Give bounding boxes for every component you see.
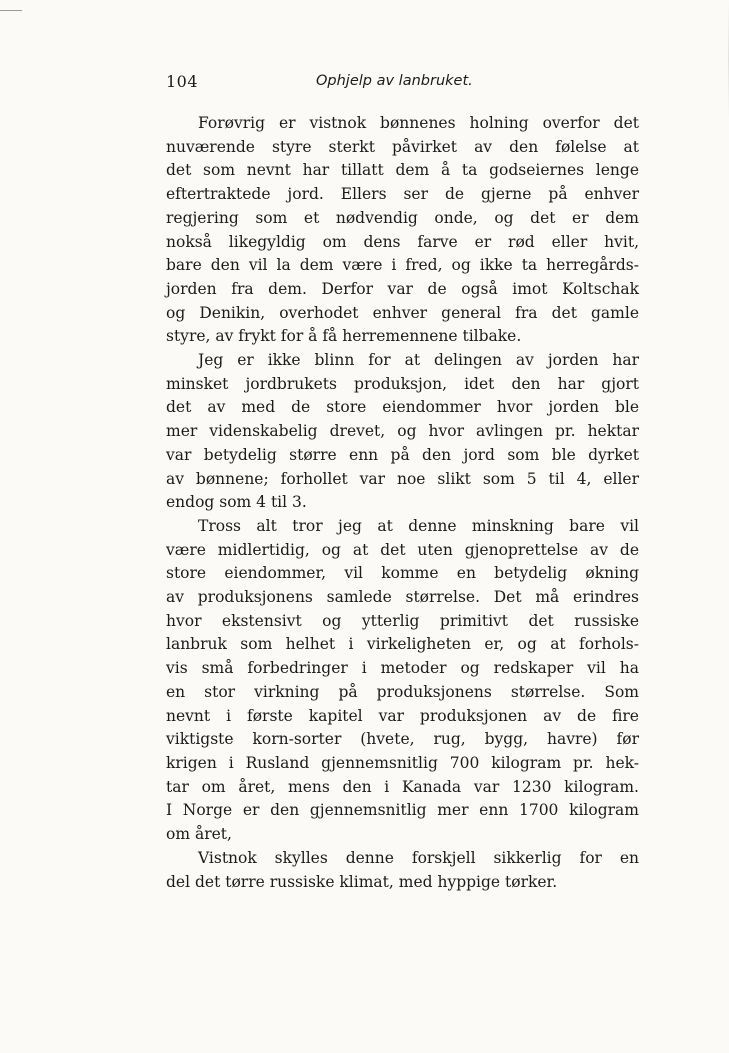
text-line: nokså likegyldig om dens farve er rød eller hvit, — [166, 232, 639, 251]
text-line: en stor virkning på produksjonens størrelse. Som — [166, 682, 639, 701]
text-line: viktigste korn-sorter (hvete, rug, bygg, havre) før — [166, 730, 639, 749]
text-line: jorden fra dem. Derfor var de også imot Koltschak — [166, 279, 639, 298]
paragraph — [166, 112, 639, 349]
paragraph — [166, 349, 639, 515]
text-line: Tross alt tror jeg at denne minskning bare vil — [198, 516, 639, 535]
text-line: styre, av frykt for å få herremennene tilbake. — [166, 327, 522, 346]
scan-edge-mark — [0, 10, 22, 11]
text-line: I Norge er den gjennemsnitlig mer enn 1700 kilogram — [166, 801, 639, 820]
text-line: del det tørre russiske klimat, med hyppige tørker. — [166, 872, 558, 891]
text-line: vis små forbedringer i metoder og redskaper vil ha — [166, 659, 639, 678]
text-line: mer videnskabelig drevet, og hvor avlingen pr. hektar — [166, 422, 639, 441]
text-line: det av med de store eiendommer hvor jorden ble — [166, 398, 639, 417]
text-line: bare den vil la dem være i fred, og ikke ta herregårds- — [166, 256, 639, 275]
text-line: store eiendommer, vil komme en betydelig økning — [166, 564, 639, 583]
text-line: hvor ekstensivt og ytterlig primitivt det russiske — [166, 611, 639, 630]
text-line: om året, — [166, 825, 232, 844]
text-line: lanbruk som helhet i virkeligheten er, og at forhols- — [166, 635, 639, 654]
text-line: være midlertidig, og at det uten gjenoprettelse av de — [166, 540, 639, 559]
text-line: av produksjonens samlede størrelse. Det må erindres — [166, 588, 639, 607]
text-line: regjering som et nødvendig onde, og det er dem — [166, 208, 639, 227]
text-line: minsket jordbrukets produksjon, idet den har gjort — [166, 374, 639, 393]
text-line: tar om året, mens den i Kanada var 1230 kilogram. — [166, 777, 639, 796]
text-line: og Denikin, overhodet enhver general fra det gamle — [166, 303, 639, 322]
body-text — [166, 112, 639, 894]
text-line: nuværende styre sterkt påvirket av den følelse at — [166, 137, 639, 156]
paragraph — [166, 515, 639, 847]
page-number: 104 — [166, 72, 199, 91]
paragraph — [166, 847, 639, 894]
text-line: krigen i Rusland gjennemsnitlig 700 kilogram pr. hek- — [166, 753, 639, 772]
text-line: Vistnok skylles denne forskjell sikkerlig for en — [198, 848, 639, 867]
text-line: av bønnene; forhollet var noe slikt som 5 til 4, eller — [166, 469, 639, 488]
text-line: var betydelig større enn på den jord som ble dyrket — [166, 445, 639, 464]
text-line: nevnt i første kapitel var produksjonen av de fire — [166, 706, 639, 725]
running-title: Ophjelp av lanbruket. — [316, 73, 473, 89]
text-line: Forøvrig er vistnok bønnenes holning overfor det — [198, 114, 639, 132]
text-line: endog som 4 til 3. — [166, 493, 307, 512]
text-line: det som nevnt har tillatt dem å ta godseiernes lenge — [166, 161, 639, 180]
text-line: eftertraktede jord. Ellers ser de gjerne på enhver — [166, 185, 639, 204]
page-header — [166, 72, 640, 96]
text-line: Jeg er ikke blinn for at delingen av jorden har — [198, 351, 639, 370]
